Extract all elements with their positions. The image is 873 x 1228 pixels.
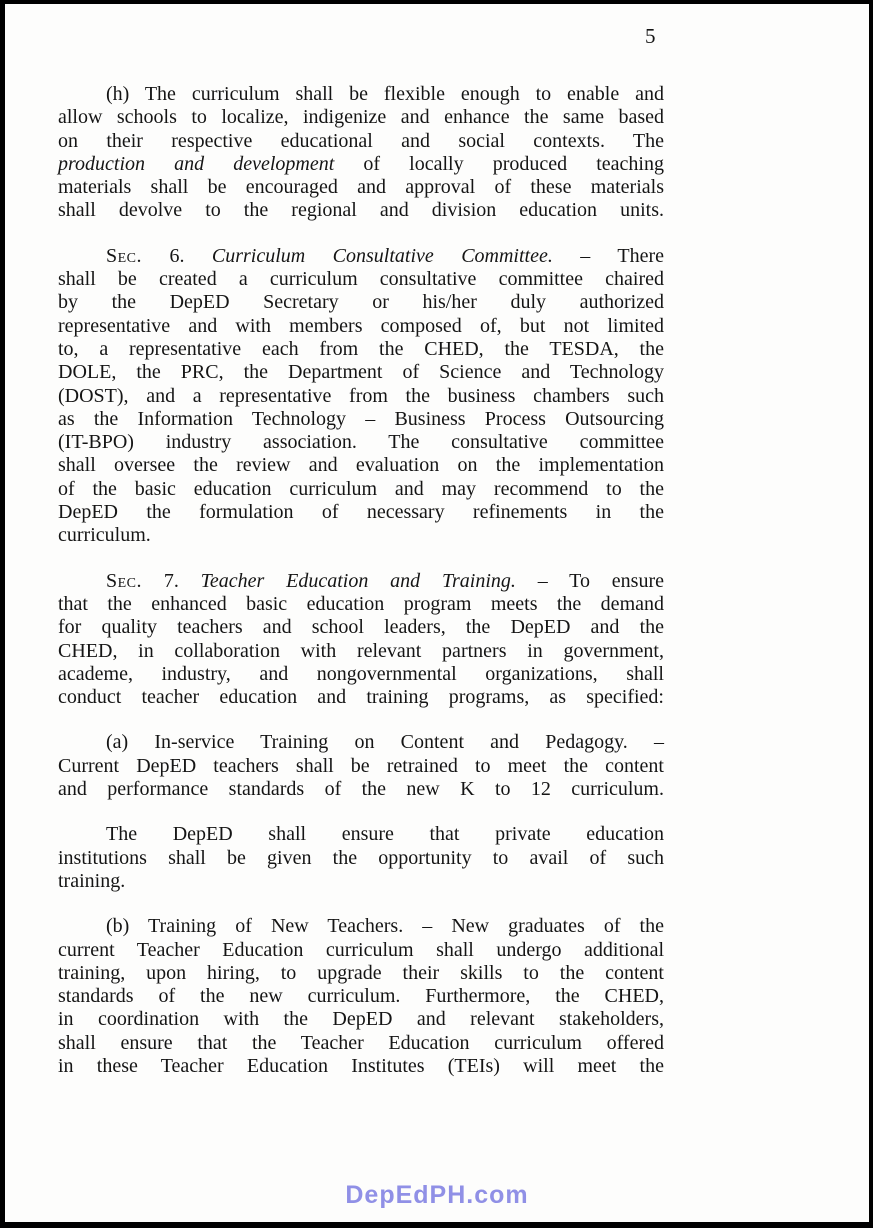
text-segment: production and development (58, 152, 335, 175)
text-segment: Sec. (106, 244, 143, 267)
text-line: shall ensure that the Teacher Education curriculum offered (58, 1031, 664, 1054)
paragraph (58, 570, 664, 710)
text-line: materials shall be encouraged and approval of these materials (58, 176, 664, 199)
text-segment: 7. (142, 569, 201, 592)
text-line: for quality teachers and school leaders, the DepED and the (58, 616, 664, 639)
text-segment: 6. (142, 244, 212, 267)
text-line: shall devolve to the regional and division education units. (58, 199, 664, 222)
text-line: training, upon hiring, to upgrade their skills to the content (58, 961, 664, 984)
text-line: (b) Training of New Teachers. – New graduates of the (106, 915, 664, 938)
text-line: shall oversee the review and evaluation on the implementation (58, 454, 664, 477)
paragraph (58, 915, 664, 1078)
text-line: standards of the new curriculum. Furthermore, the CHED, (58, 985, 664, 1008)
text-line: conduct teacher education and training programs, as specified: (58, 686, 664, 709)
text-line: to, a representative each from the CHED, the TESDA, the (58, 337, 664, 360)
text-segment: of locally produced teaching (334, 152, 664, 175)
text-segment: – To ensure (515, 569, 664, 592)
text-line (58, 245, 664, 268)
text-line: training. (58, 869, 126, 892)
text-line: (a) In-service Training on Content and Pedagogy. – (106, 731, 664, 754)
text-line: in these Teacher Education Institutes (TEIs) will meet the (58, 1054, 664, 1077)
text-line: allow schools to localize, indigenize and enhance the same based (58, 106, 664, 129)
text-line: current Teacher Education curriculum shall undergo additional (58, 938, 664, 961)
text-segment: Teacher Education and Training. (200, 569, 516, 592)
page-number: 5 (645, 24, 656, 48)
paragraph (58, 823, 664, 893)
text-line: that the enhanced basic education program meets the demand (58, 592, 664, 615)
text-line: and performance standards of the new K to 12 curriculum. (58, 778, 664, 801)
text-line: CHED, in collaboration with relevant partners in government, (58, 639, 664, 662)
text-line: representative and with members composed of, but not limited (58, 314, 664, 337)
text-line: as the Information Technology – Business Process Outsourcing (58, 407, 664, 430)
paragraph (58, 245, 664, 548)
text-line: on their respective educational and social contexts. The (58, 129, 664, 152)
text-line: DepED the formulation of necessary refinements in the (58, 501, 664, 524)
text-line: shall be created a curriculum consultative committee chaired (58, 268, 664, 291)
text-line: (IT-BPO) industry association. The consultative committee (58, 431, 664, 454)
text-line: in coordination with the DepED and relevant stakeholders, (58, 1008, 664, 1031)
text-line: curriculum. (58, 524, 151, 547)
text-line (58, 153, 664, 176)
text-line: DOLE, the PRC, the Department of Science and Technology (58, 361, 664, 384)
text-segment: Sec. (106, 569, 143, 592)
paragraph (58, 731, 664, 801)
document-text (58, 83, 664, 1100)
text-line: (h) The curriculum shall be flexible enough to enable and (106, 83, 664, 105)
text-line: by the DepED Secretary or his/her duly authorized (58, 291, 664, 314)
text-segment: – There (552, 244, 664, 267)
text-line (58, 570, 664, 593)
text-line: Current DepED teachers shall be retrained to meet the content (58, 754, 664, 777)
paragraph (58, 83, 664, 223)
text-segment: Curriculum Consultative Committee. (211, 244, 553, 267)
text-line: The DepED shall ensure that private education (106, 823, 664, 846)
text-line: academe, industry, and nongovernmental organizations, shall (58, 662, 664, 685)
text-line: institutions shall be given the opportunity to avail of such (58, 846, 664, 869)
text-line: of the basic education curriculum and may recommend to the (58, 477, 664, 500)
watermark-link[interactable]: DepEdPH.com (345, 1181, 529, 1209)
text-line: (DOST), and a representative from the business chambers such (58, 384, 664, 407)
